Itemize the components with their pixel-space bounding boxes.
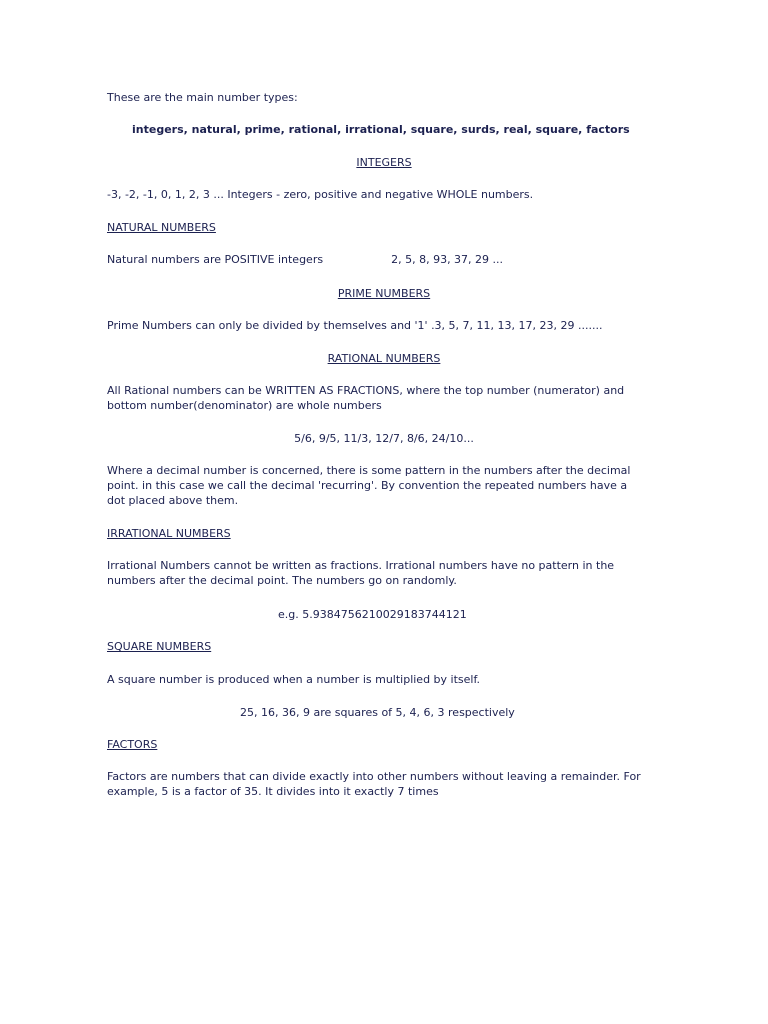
rational-decimal-line-1: Where a decimal number is concerned, there is some pattern in the numbers after the decimal [107, 464, 631, 477]
rational-text-line-2: bottom number(denominator) are whole numbers [107, 399, 382, 412]
rational-heading: RATIONAL NUMBERS [327, 352, 441, 365]
irrational-text-line-1: Irrational Numbers cannot be written as fractions. Irrational numbers have no pattern in the [107, 559, 615, 572]
irrational-text-line-2: numbers after the decimal point. The numbers go on randomly. [107, 574, 457, 587]
intro-text: These are the main number types: [107, 91, 298, 104]
integers-text: -3, -2, -1, 0, 1, 2, 3 ... Integers - zero, positive and negative WHOLE numbers. [107, 188, 534, 201]
rational-decimal-line-2: point. in this case we call the decimal 'recurring'. By convention the repeated numbers have a [107, 479, 628, 492]
factors-heading: FACTORS [107, 738, 158, 751]
integers-heading: INTEGERS [356, 156, 412, 169]
square-examples: 25, 16, 36, 9 are squares of 5, 4, 6, 3 respectively [240, 706, 515, 719]
prime-heading: PRIME NUMBERS [337, 287, 431, 300]
rational-decimal-line-3: dot placed above them. [107, 494, 239, 507]
rational-text-line-1: All Rational numbers can be WRITTEN AS FRACTIONS, where the top number (numerator) and [107, 384, 625, 397]
square-heading: SQUARE NUMBERS [107, 640, 212, 653]
number-types-list: integers, natural, prime, rational, irrational, square, surds, real, square, factors [132, 123, 630, 136]
factors-text-line-1: Factors are numbers that can divide exactly into other numbers without leaving a remainder. For [107, 770, 641, 783]
natural-text [107, 252, 503, 267]
natural-examples: 2, 5, 8, 93, 37, 29 ... [391, 253, 504, 266]
square-text: A square number is produced when a number is multiplied by itself. [107, 673, 481, 686]
natural-heading: NATURAL NUMBERS [107, 221, 216, 234]
irrational-example: e.g. 5.9384756210029183744121 [278, 608, 467, 621]
factors-text-line-2: example, 5 is a factor of 35. It divides into it exactly 7 times [107, 785, 439, 798]
rational-examples: 5/6, 9/5, 11/3, 12/7, 8/6, 24/10... [294, 432, 474, 445]
natural-definition: Natural numbers are POSITIVE integers [107, 253, 324, 266]
irrational-heading: IRRATIONAL NUMBERS [107, 527, 231, 540]
prime-text: Prime Numbers can only be divided by themselves and '1' .3, 5, 7, 11, 13, 17, 23, 29 ....... [107, 319, 603, 332]
